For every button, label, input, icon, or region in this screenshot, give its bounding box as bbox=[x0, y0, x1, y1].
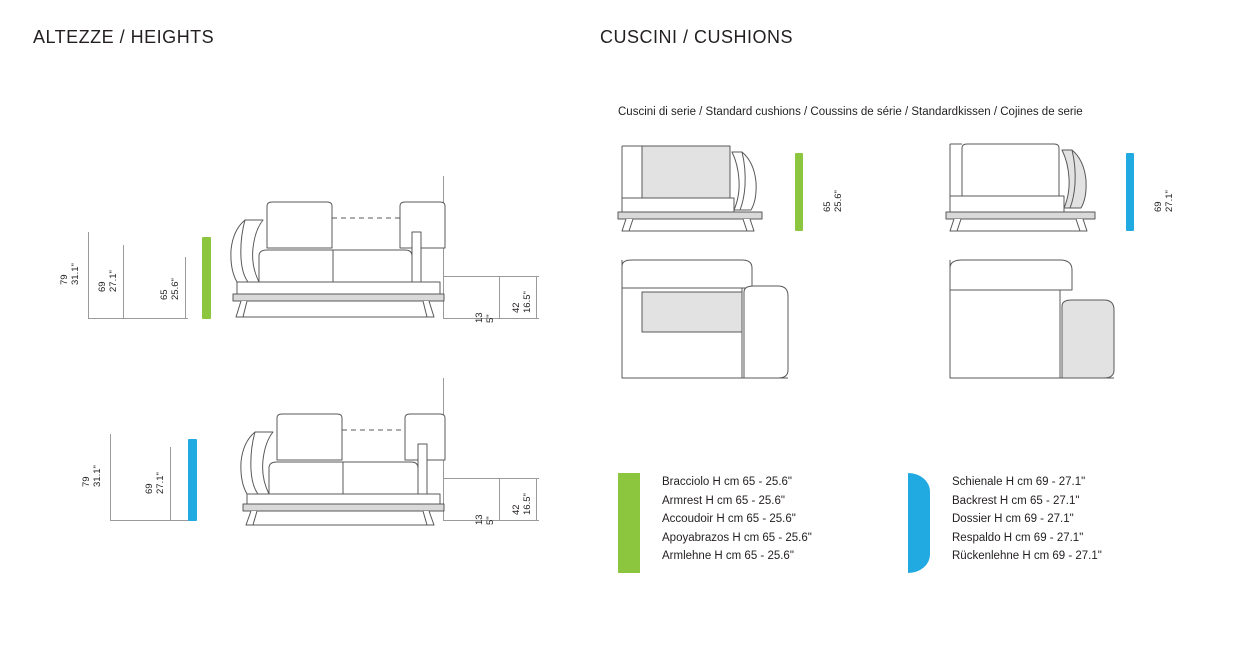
legend-swatch-blue bbox=[908, 473, 930, 573]
dim-base-line-top bbox=[88, 318, 188, 319]
page-title-cushions: CUSCINI / CUSHIONS bbox=[600, 27, 794, 47]
page-title-heights: ALTEZZE / HEIGHTS bbox=[33, 27, 215, 47]
dim-line-79-bottom bbox=[110, 434, 111, 520]
accent-bar-backrest-blue bbox=[188, 439, 197, 521]
cushion-module-left-side bbox=[612, 138, 802, 243]
dim-label-79-bottom: 79 31.1" bbox=[81, 465, 103, 487]
dim-line-42-top bbox=[536, 276, 537, 318]
dim-label-left-module: 65 25.6" bbox=[822, 190, 844, 212]
dim-line-65-top bbox=[185, 257, 186, 318]
cushion-module-right-top bbox=[940, 258, 1140, 388]
legend-line: Apoyabrazos H cm 65 - 25.6" bbox=[662, 531, 812, 544]
dim-label-42-bottom: 42 16.5" bbox=[511, 493, 533, 515]
sofa-side-view-bottom bbox=[215, 372, 455, 532]
dim-label-69-top: 69 27.1" bbox=[97, 270, 119, 292]
dim-label-13-top: 13 5" bbox=[474, 312, 496, 323]
dim-label-79-top: 79 31.1" bbox=[59, 263, 81, 285]
dim-seat-line-right-bottom bbox=[443, 478, 539, 479]
legend-text-green bbox=[662, 473, 812, 566]
legend-line: Respaldo H cm 69 - 27.1" bbox=[952, 531, 1084, 544]
accent-bar-armrest-green bbox=[202, 237, 211, 319]
dim-line-42-bottom bbox=[536, 478, 537, 520]
accent-bar-left-module-green bbox=[795, 153, 803, 231]
legend-line: Armrest H cm 65 - 25.6" bbox=[662, 494, 785, 507]
dim-label-69-bottom: 69 27.1" bbox=[144, 472, 166, 494]
legend-line: Armlehne H cm 65 - 25.6" bbox=[662, 550, 794, 562]
legend-line: Schienale H cm 69 - 27.1" bbox=[952, 476, 1086, 488]
dim-line-69-top bbox=[123, 245, 124, 318]
accent-bar-right-module-blue bbox=[1126, 153, 1134, 231]
dim-line-13-bottom bbox=[499, 478, 500, 520]
dim-seat-line-right-top bbox=[443, 276, 539, 277]
cushion-module-right-side bbox=[940, 138, 1140, 243]
dim-label-42-top: 42 16.5" bbox=[511, 291, 533, 313]
legend-line: Bracciolo H cm 65 - 25.6" bbox=[662, 476, 792, 488]
sofa-side-view-top bbox=[215, 170, 455, 330]
dim-base-line-bottom bbox=[110, 520, 190, 521]
legend-text-blue bbox=[952, 473, 1102, 566]
dim-line-69-bottom bbox=[170, 447, 171, 520]
legend-line: Backrest H cm 65 - 27.1" bbox=[952, 494, 1080, 507]
cushion-module-left-top bbox=[612, 258, 802, 388]
dim-label-right-module: 69 27.1" bbox=[1153, 190, 1175, 212]
dim-line-13-top bbox=[499, 276, 500, 318]
legend-swatch-green bbox=[618, 473, 640, 573]
legend-line: Accoudoir H cm 65 - 25.6" bbox=[662, 513, 796, 525]
dim-label-65-top: 65 25.6" bbox=[159, 278, 181, 300]
legend-line: Dossier H cm 69 - 27.1" bbox=[952, 513, 1074, 525]
cushions-caption: Cuscini di serie / Standard cushions / Coussins de série / Standardkissen / Cojines de serie bbox=[618, 106, 1083, 118]
dim-label-13-bottom: 13 5" bbox=[474, 514, 496, 525]
legend-line: Rückenlehne H cm 69 - 27.1" bbox=[952, 550, 1102, 562]
dim-line-79-top bbox=[88, 232, 89, 318]
